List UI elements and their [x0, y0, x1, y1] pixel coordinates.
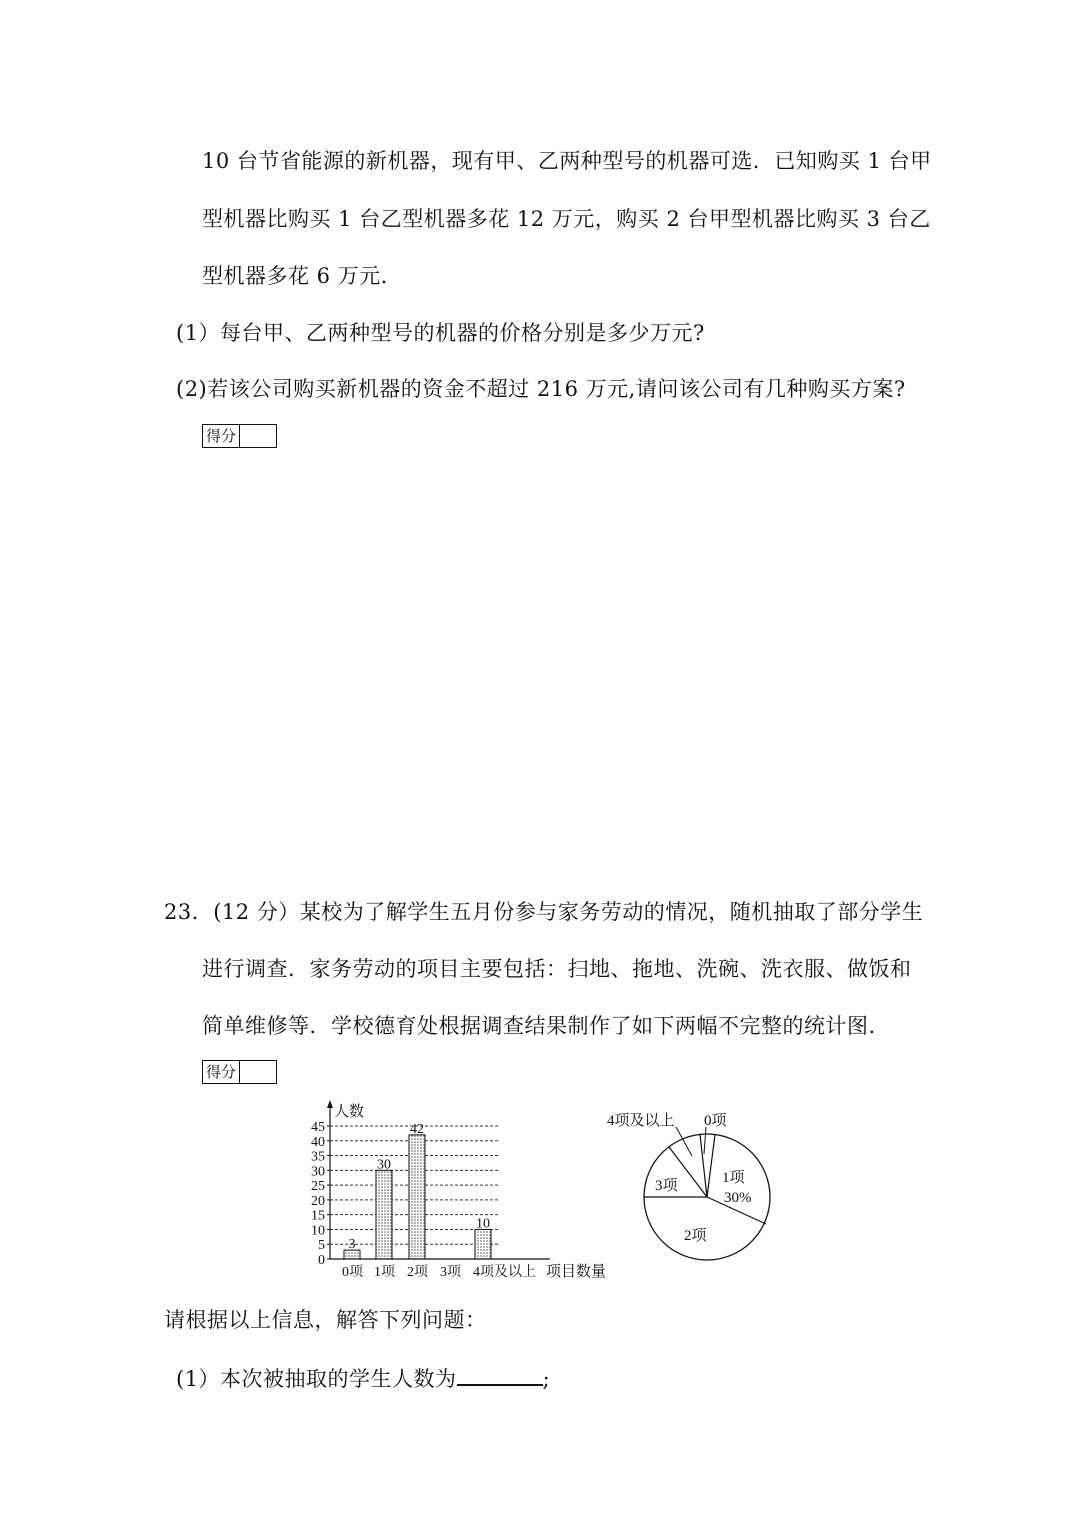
- q23-sub-question-1: [176, 1362, 550, 1394]
- y-axis-arrow: [327, 1100, 333, 1108]
- y-tick-label: 45: [311, 1120, 325, 1135]
- y-tick-label: 15: [311, 1208, 325, 1224]
- pie-divider-4-0: [700, 1135, 707, 1198]
- y-axis-label: 人数: [334, 1104, 365, 1120]
- score-cell[interactable]: [240, 425, 276, 447]
- y-tick-label: 0: [318, 1253, 325, 1268]
- q23-line-1: 23．(12 分）某校为了解学生五月份参与家务劳动的情况，随机抽取了部分学生: [164, 900, 924, 924]
- bar-value-label: 10: [476, 1216, 490, 1232]
- q23-prompt: 请根据以上信息，解答下列问题：: [164, 1308, 487, 1332]
- q23-sub1-text: (1）本次被抽取的学生人数为: [176, 1367, 457, 1391]
- pie-label-2: 2项: [684, 1228, 707, 1244]
- y-tick-label: 10: [311, 1223, 325, 1239]
- bar-value-label: 3: [348, 1237, 356, 1253]
- q22-line-1: 10 台节省能源的新机器，现有甲、乙两种型号的机器可选．已知购买 1 台甲: [202, 149, 932, 173]
- pie-label-4: 4项及以上: [607, 1113, 675, 1129]
- y-tick-label: 25: [311, 1179, 325, 1195]
- q23-score-box: [202, 1060, 277, 1084]
- bar-chart: [300, 1096, 620, 1286]
- pie-divider-0-1: [707, 1135, 715, 1198]
- y-tick-label: 40: [311, 1134, 325, 1150]
- pie-label-1-percent: 30%: [724, 1190, 752, 1206]
- x-tick-label: 1项: [374, 1265, 395, 1280]
- y-tick-label: 30: [311, 1164, 325, 1180]
- x-tick-label: 3项: [440, 1265, 461, 1280]
- x-axis-label: 项目数量: [546, 1264, 607, 1280]
- x-tick-label: 4项及以上: [473, 1265, 536, 1280]
- pie-label-0: 0项: [704, 1113, 727, 1129]
- pie-label-1: 1项: [722, 1170, 745, 1186]
- score-cell[interactable]: [240, 1061, 276, 1083]
- answer-blank[interactable]: [457, 1362, 543, 1386]
- q23-line-3: 简单维修等．学校德育处根据调查结果制作了如下两幅不完整的统计图.: [202, 1014, 876, 1038]
- pie-chart: [600, 1104, 790, 1274]
- bar-value-label: 30: [377, 1157, 391, 1173]
- bar-value-label: 42: [410, 1121, 424, 1137]
- pie-leader-0: [704, 1127, 706, 1154]
- q22-sub-question-2: (2)若该公司购买新机器的资金不超过 216 万元,请问该公司有几种购买方案?: [176, 377, 906, 401]
- q22-line-3: 型机器多花 6 万元．: [202, 264, 403, 288]
- bar: [409, 1135, 425, 1259]
- bar: [376, 1170, 392, 1259]
- y-tick-label: 20: [311, 1193, 325, 1209]
- x-tick-label: 0项: [342, 1265, 363, 1280]
- score-label: 得分: [203, 1061, 240, 1083]
- y-tick-label: 5: [318, 1238, 325, 1254]
- x-tick-label: 2项: [407, 1265, 428, 1280]
- q22-sub-question-1: (1）每台甲、乙两种型号的机器的价格分别是多少万元?: [176, 321, 705, 345]
- q22-line-2: 型机器比购买 1 台乙型机器多花 12 万元，购买 2 台甲型机器比购买 3 台乙: [202, 207, 931, 231]
- q23-line-2: 进行调查．家务劳动的项目主要包括：扫地、拖地、洗碗、洗衣服、做饭和: [202, 957, 912, 981]
- score-label: 得分: [203, 425, 240, 447]
- bar: [475, 1229, 491, 1259]
- pie-label-3: 3项: [655, 1178, 678, 1194]
- y-tick-label: 35: [311, 1149, 325, 1165]
- q22-score-box: [202, 424, 277, 448]
- q23-sub1-end: ;: [542, 1367, 551, 1391]
